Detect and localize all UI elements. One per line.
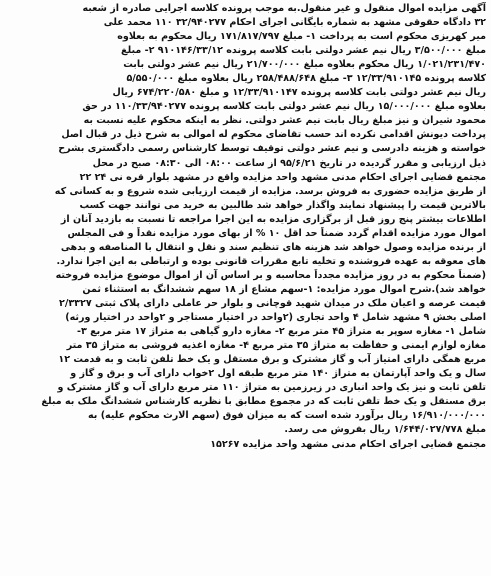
notice-line: اصلی بخش ۹ مشهد شامل ۴ واحد تجاری (۲واحد در اختیار مستاجر و ۲واحد در اختیار ورثه)	[65, 312, 486, 324]
notice-line: ذیل ارزیابی و مقرر گردیده در تاریخ ۹۵/۶/۲۱ از ساعت ۰۸:۰۰ الی ۰۸:۳۰ صبح در محل	[92, 157, 486, 169]
notice-line: قیمت عرصه و اعیان ملک در میدان شهید قوچانی و بلوار حر عاملی دارای پلاک ثبتی ۲/۳۳۲۷	[59, 297, 486, 309]
notice-line: آگهی مزایده اموال منقول و غیر منقول.به موجب پرونده کلاسه اجرایی صادره از شعبه	[82, 3, 486, 14]
notice-line: اموال مورد مزایده اقدام گردد ضمناً حد اقل ۱۰ % از بهای مورد مزایده نقداً و فی المجلس	[67, 227, 486, 239]
notice-line: مبلغ ۱/۶۴۴/۰۲۷/۷۷۸ ریال بفروش می رسد.	[284, 424, 486, 436]
notice-line: مجتمع قضایی اجرای احکام مدنی مشهد واحد مزایده واقع در مشهد بلوار قره نی ۲۴ ۲۲	[79, 171, 486, 183]
notice-line: ۱۶/۹۱۰/۰۰۰/۰۰۰ ریال برآورد شده است که به میزان فوق (سهم الارث محکوم علیه) به	[88, 410, 486, 422]
notice-line: کلاسه پرونده ۱۲/۳۳/۹۱۰۱۴۵ ۳- مبلغ ۲۵۸/۴۸۸/۶۴۸ ریال بعلاوه مبلغ ۵/۵۵۰/۰۰۰	[126, 73, 486, 85]
notice-line: مربع همگی دارای امتیاز آب و گاز مشترک و برق مستقل و یک خط تلفن ثابت و به قدمت ۱۲	[58, 354, 486, 366]
notice-line: تلفن ثابت و نیز یک واحد انباری در زیرزمین به متراژ ۱۱۰ متر مربع دارای آب و گاز مشترک و	[57, 382, 486, 394]
notice-line: ۳۲ دادگاه حقوقی مشهد به شماره بایگانی اجرای احکام ۳۲/۹۴۰۲۷۷ ۱۱۰ محمد علی	[103, 17, 486, 29]
notice-line: ۱/۰۲۱/۲۳۱/۴۷۰ ریال محکوم بعلاوه مبلغ ۲۱/۷۰۰/۰۰۰ ریال نیم عشر دولتی بابت	[123, 59, 486, 71]
notice-line: پرداخت دیونش اقدامی نکرده اند حسب تقاضای محکوم له اموالی به شرح ذیل در قبال اصل	[61, 129, 486, 141]
notice-line: سال و یک واحد آپارتمان به متراژ ۱۴۰ متر مربع طبقه اول ۲خواب دارای آب و برق و گاز و	[70, 368, 486, 380]
notice-line: مبلغ ۳/۵۰۰/۰۰۰ ریال نیم عشر دولتی بابت کلاسه پرونده ۹۱۰۱۴۶/۳۳/۱۲ ۲- مبلغ	[121, 45, 486, 57]
notice-line: شامل ۱- مغازه سوپر به متراژ ۴۵ متر مربع ۲- مغازه دارو گیاهی به متراژ ۱۷ متر مربع ۳-	[77, 326, 486, 338]
notice-line: های معوقه به عهده فروشنده و تخلیه تابع مقررات قانونی بوده و ارتباطی به این اجرا ندارد.	[56, 255, 486, 267]
notice-line: از طریق مزایده حضوری به فروش برسد. مزایده از قیمت ارزیابی شده شروع و به کسانی که	[54, 185, 486, 197]
notice-line: خواسته و هزینه دادرسی و نیم عشر دولتی توقیف توسط کارشناس رسمی دادگستری بشرح	[58, 143, 486, 155]
notice-line: اطلاعات بیشتر پنج روز قبل از برگزاری مزایده به این اجرا مراجعه تا نسبت به بازدید آنان از	[60, 213, 486, 225]
notice-line: مغازه لوازم ایمنی و حفاظت به متراژ ۳۵ متر مربع ۴- مغازه اغذیه فروشی به متراژ ۳۵ متر	[66, 340, 486, 352]
notice-line: میر کهریزی محکوم است به پرداخت ۱- مبلغ ۱۷۱/۸۱۷/۷۹۷ ریال محکوم به بعلاوه	[117, 31, 486, 43]
notice-line: محمود شیران و نیز مبلغ ریال بابت نیم عشر دولتی. نظر به اینکه محکوم علیه نسبت به	[83, 115, 486, 127]
notice-line: برق مستقل و یک خط تلفن ثابت که در مجموع مطابق با نظریه کارشناس ششدانگ ملک به مبلغ	[41, 396, 486, 408]
notice-line: از برنده مزایده وصول خواهد شد هزینه های تنظیم سند و نقل و انتقال با المناصفه و بدهی	[60, 241, 486, 253]
notice-line: خواهد شد).شرح اموال مورد مزایده: ۱-سهم مشاع از ۱۸ سهم ششدانگ به استثناء ثمن	[82, 283, 486, 295]
notice-line: بالاترین قیمت را پیشنهاد نمایند واگذار خواهد شد طالبین به خرید می توانند جهت کسب	[79, 199, 486, 211]
notice-line: ریال نیم عشر دولتی بابت کلاسه پرونده ۱۲/۳۳/۹۱۰۱۴۷ و مبلغ ۶۷۴/۲۲۰/۵۸۰ ریال	[112, 87, 486, 99]
notice-signature: مجتمع قضایی اجرای احکام مدنی مشهد واحد مزایده ۱۵۲۶۷	[210, 439, 486, 451]
notice-line: بعلاوه مبلغ ۱۵/۰۰۰/۰۰۰ ریال نیم عشر دولتی بابت کلاسه پرونده ۱۱۰/۳۳/۹۴۰۲۷۷ در حق	[82, 101, 486, 113]
notice-line: (ضمناً محکوم به در روز مزایده مجدداً محاسبه و بر اساس آن از اموال موضوع مزایده فروخته	[55, 269, 486, 281]
